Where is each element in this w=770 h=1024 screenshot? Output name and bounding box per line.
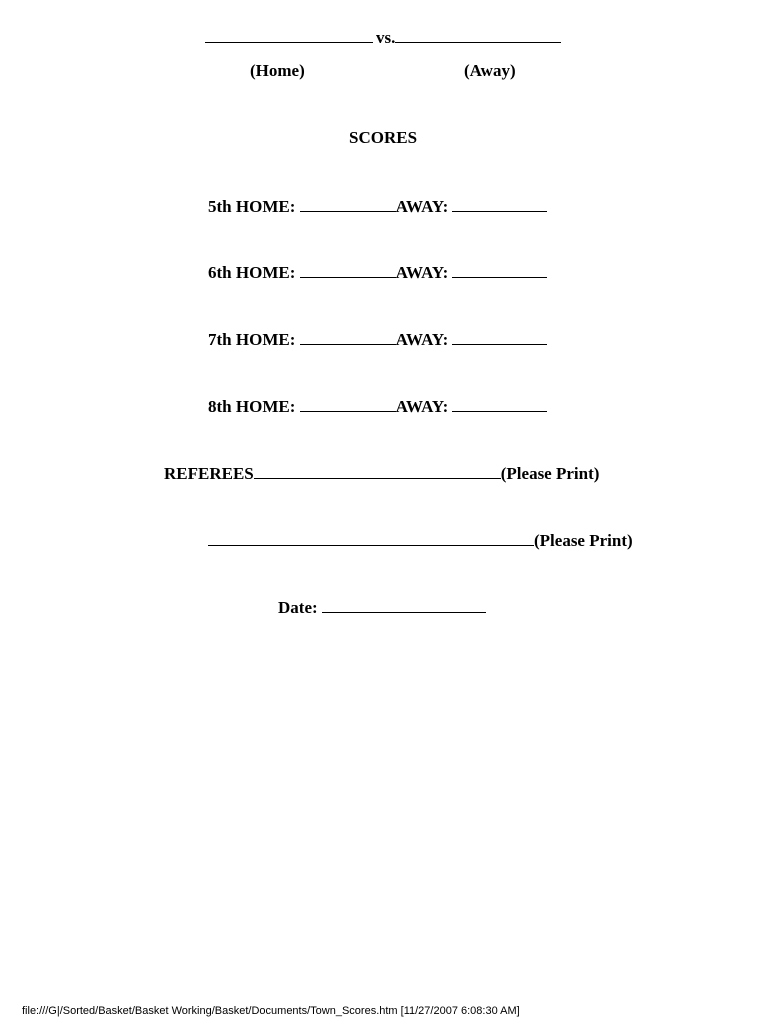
date-line: [278, 598, 486, 618]
referee-name-blank-2[interactable]: [208, 531, 534, 546]
date-label: Date:: [278, 598, 318, 617]
away-score-blank[interactable]: [452, 197, 547, 212]
score-row-8th: [208, 397, 547, 417]
referee-line-2: [208, 531, 633, 551]
grade-label: 5th: [208, 197, 232, 216]
home-score-blank[interactable]: [300, 397, 396, 412]
score-row-6th: [208, 263, 547, 283]
please-print-note: (Please Print): [534, 531, 633, 550]
grade-label: 7th: [208, 330, 232, 349]
score-row-7th: [208, 330, 547, 350]
referees-line: [164, 464, 599, 484]
grade-label: 6th: [208, 263, 232, 282]
grade-label: 8th: [208, 397, 232, 416]
vs-label: vs.: [376, 28, 396, 47]
away-score-label: AWAY:: [395, 197, 449, 216]
home-score-label: HOME:: [235, 330, 296, 349]
score-row-5th: [208, 197, 547, 217]
referee-name-blank-1[interactable]: [254, 464, 501, 479]
home-team-blank[interactable]: [205, 28, 373, 43]
away-score-label: AWAY:: [395, 263, 449, 282]
date-blank[interactable]: [322, 598, 486, 613]
away-score-blank[interactable]: [452, 397, 547, 412]
home-score-blank[interactable]: [300, 197, 396, 212]
away-team-blank[interactable]: [395, 28, 561, 43]
home-score-label: HOME:: [235, 263, 296, 282]
home-score-blank[interactable]: [300, 263, 396, 278]
away-score-label: AWAY:: [395, 330, 449, 349]
home-label: (Home): [250, 61, 305, 80]
referees-label: REFEREES: [164, 464, 254, 483]
please-print-note: (Please Print): [500, 464, 600, 483]
away-score-label: AWAY:: [395, 397, 449, 416]
scores-heading: SCORES: [349, 128, 418, 147]
home-score-label: HOME:: [235, 197, 296, 216]
away-score-blank[interactable]: [452, 330, 547, 345]
footer-file-path: file:///G|/Sorted/Basket/Basket Working/Basket/Documents/Town_Scores.htm [11/27/2007 6:08:30 AM]: [22, 1005, 520, 1017]
home-score-blank[interactable]: [300, 330, 396, 345]
away-label: (Away): [464, 61, 516, 80]
matchup-line: [205, 28, 561, 48]
away-score-blank[interactable]: [452, 263, 547, 278]
home-score-label: HOME:: [235, 397, 296, 416]
